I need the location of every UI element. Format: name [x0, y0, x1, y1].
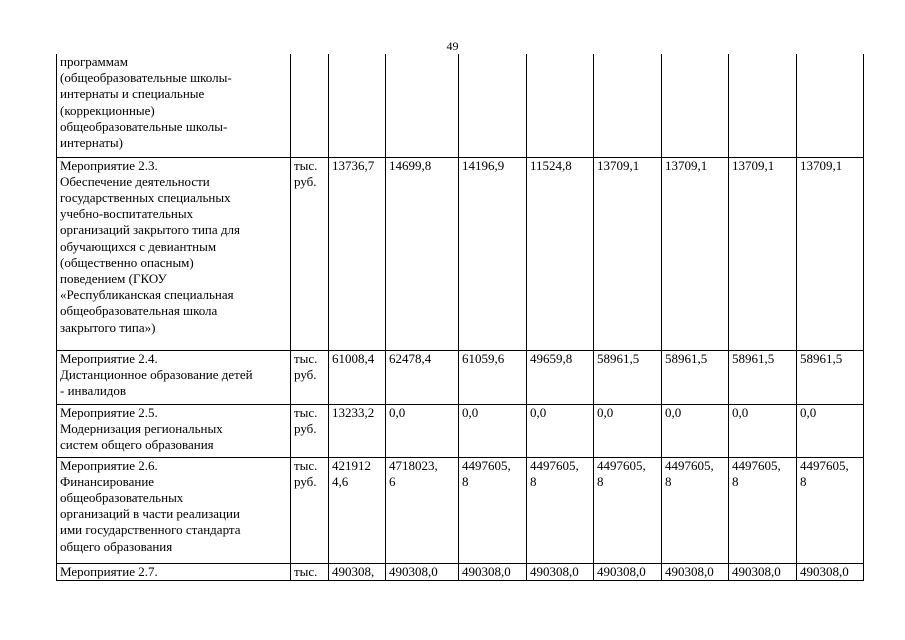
- value-cell: 4718023, 6: [386, 457, 459, 563]
- activity-name-cell: Мероприятие 2.3. Обеспечение деятельности государственных специальных учебно-воспитательных организаций закрытого типа для обучающихся с девиантным (общественно опасным) поведением (ГКОУ «Республиканская специальная общеобразовательная школа закрытого типа»): [57, 157, 291, 350]
- value-cell: 0,0: [797, 404, 864, 457]
- program-funding-table: [56, 54, 864, 581]
- table-row: [57, 457, 864, 563]
- value-cell: 49659,8: [527, 350, 594, 404]
- value-cell: 4497605, 8: [459, 457, 527, 563]
- table-row: [57, 350, 864, 404]
- value-cell: 4497605, 8: [662, 457, 729, 563]
- value-cell: 0,0: [459, 404, 527, 457]
- value-cell: 58961,5: [797, 350, 864, 404]
- value-cell: 490308,0: [662, 563, 729, 580]
- value-cell: 13736,7: [329, 157, 386, 350]
- value-cell: 0,0: [729, 404, 797, 457]
- value-cell: 490308,: [329, 563, 386, 580]
- unit-cell: тыс. руб.: [291, 457, 329, 563]
- value-cell: 14196,9: [459, 157, 527, 350]
- value-cell: [527, 54, 594, 157]
- activity-name-cell: Мероприятие 2.6. Финансирование общеобразовательных организаций в части реализации ими государственного стандарта общего образования: [57, 457, 291, 563]
- value-cell: 13709,1: [662, 157, 729, 350]
- unit-cell: тыс. руб.: [291, 350, 329, 404]
- value-cell: 4497605, 8: [729, 457, 797, 563]
- value-cell: 490308,0: [797, 563, 864, 580]
- value-cell: 0,0: [527, 404, 594, 457]
- unit-cell: тыс.: [291, 563, 329, 580]
- activity-name-cell: Мероприятие 2.7.: [57, 563, 291, 580]
- page-number: 49: [446, 39, 459, 53]
- value-cell: 421912 4,6: [329, 457, 386, 563]
- value-cell: [329, 54, 386, 157]
- value-cell: 4497605, 8: [527, 457, 594, 563]
- value-cell: 14699,8: [386, 157, 459, 350]
- value-cell: 61059,6: [459, 350, 527, 404]
- value-cell: 0,0: [594, 404, 662, 457]
- unit-cell: [291, 54, 329, 157]
- value-cell: [662, 54, 729, 157]
- value-cell: 58961,5: [662, 350, 729, 404]
- value-cell: 62478,4: [386, 350, 459, 404]
- value-cell: 4497605, 8: [797, 457, 864, 563]
- value-cell: 13709,1: [729, 157, 797, 350]
- value-cell: [729, 54, 797, 157]
- value-cell: [386, 54, 459, 157]
- value-cell: 0,0: [662, 404, 729, 457]
- value-cell: 490308,0: [527, 563, 594, 580]
- value-cell: [459, 54, 527, 157]
- table-row: [57, 404, 864, 457]
- value-cell: 58961,5: [729, 350, 797, 404]
- value-cell: [594, 54, 662, 157]
- unit-cell: тыс. руб.: [291, 404, 329, 457]
- value-cell: 11524,8: [527, 157, 594, 350]
- value-cell: 4497605, 8: [594, 457, 662, 563]
- table-row: [57, 563, 864, 580]
- value-cell: 490308,0: [386, 563, 459, 580]
- value-cell: 13233,2: [329, 404, 386, 457]
- value-cell: 490308,0: [459, 563, 527, 580]
- table-body: [57, 54, 864, 580]
- value-cell: 13709,1: [594, 157, 662, 350]
- value-cell: 490308,0: [729, 563, 797, 580]
- value-cell: 490308,0: [594, 563, 662, 580]
- unit-cell: тыс. руб.: [291, 157, 329, 350]
- value-cell: 58961,5: [594, 350, 662, 404]
- activity-name-cell: программам (общеобразовательные школы- интернаты и специальные (коррекционные) общеобразовательные школы- интернаты): [57, 54, 291, 157]
- value-cell: [797, 54, 864, 157]
- activity-name-cell: Мероприятие 2.5. Модернизация региональных систем общего образования: [57, 404, 291, 457]
- activity-name-cell: Мероприятие 2.4. Дистанционное образование детей - инвалидов: [57, 350, 291, 404]
- value-cell: 61008,4: [329, 350, 386, 404]
- table-row: [57, 54, 864, 157]
- table-row: [57, 157, 864, 350]
- value-cell: 0,0: [386, 404, 459, 457]
- value-cell: 13709,1: [797, 157, 864, 350]
